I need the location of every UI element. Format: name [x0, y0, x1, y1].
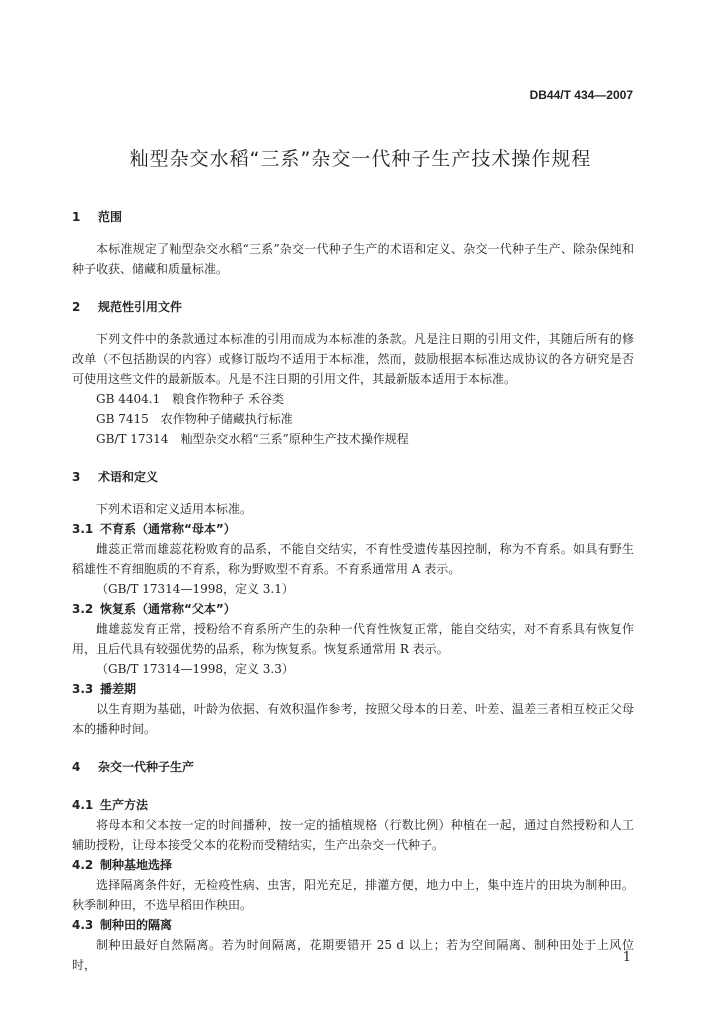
subsection-heading	[72, 519, 634, 539]
citation: （GB/T 17314—1998，定义 3.1）	[96, 582, 294, 596]
subsection-heading	[72, 915, 634, 935]
reference-item: GB/T 17314 籼型杂交水稻“三系”原种生产技术操作规程	[96, 432, 409, 446]
paragraph: 选择隔离条件好，无检疫性病、虫害，阳光充足，排灌方便，地力中上，集中连片的田块为制种田。秋季制种田，不选早稻田作秧田。	[72, 878, 634, 912]
subsection-title: 生产方法	[100, 798, 149, 812]
paragraph: 本标准规定了籼型杂交水稻“三系”杂交一代种子生产的术语和定义、杂交一代种子生产、除杂保纯和种子收获、储藏和质量标准。	[72, 242, 634, 276]
paragraph: 将母本和父本按一定的时间播种，按一定的插植规格（行数比例）种植在一起，通过自然授粉和人工辅助授粉，让母本接受父本的花粉而受精结实，生产出杂交一代种子。	[72, 818, 634, 852]
document-title: 籼型杂交水稻“三系”杂交一代种子生产技术操作规程	[129, 148, 592, 170]
standard-code: DB44/T 434—2007	[529, 88, 633, 102]
subsection-title: 制种基地选择	[100, 858, 173, 872]
subsection-number: 4.1	[72, 798, 94, 812]
section-heading	[72, 207, 634, 227]
subsection-number: 3.3	[72, 682, 94, 696]
section-number: 1	[72, 210, 81, 224]
section-heading	[72, 297, 634, 317]
subsection-heading	[72, 795, 634, 815]
subsection-number: 3.1	[72, 522, 94, 536]
subsection-number: 4.3	[72, 918, 94, 932]
subsection-heading	[72, 855, 634, 875]
reference-item: GB 4404.1 粮食作物种子 禾谷类	[96, 392, 285, 406]
reference-item: GB 7415 农作物种子储藏执行标准	[96, 412, 293, 426]
subsection-title: 不育系（通常称“母本”）	[100, 522, 236, 536]
document-body	[72, 207, 634, 975]
subsection-heading	[72, 599, 634, 619]
citation: （GB/T 17314—1998，定义 3.3）	[96, 662, 294, 676]
subsection-number: 4.2	[72, 858, 94, 872]
paragraph: 雌雄蕊发育正常，授粉给不育系所产生的杂种一代育性恢复正常，能自交结实，对不育系具有恢复作用，且后代具有较强优势的品系，称为恢复系。恢复系通常用 R 表示。	[72, 622, 634, 656]
paragraph: 以生育期为基础，叶龄为依据、有效积温作参考，按照父母本的日差、叶差、温差三者相互校正父母本的播种时间。	[72, 702, 634, 736]
section-number: 4	[72, 760, 81, 774]
paragraph: 下列术语和定义适用本标准。	[96, 502, 253, 516]
subsection-heading	[72, 679, 634, 699]
section-number: 3	[72, 470, 81, 484]
section-heading	[72, 467, 634, 487]
paragraph: 下列文件中的条款通过本标准的引用而成为本标准的条款。凡是注日期的引用文件，其随后所有的修改单（不包括勘误的内容）或修订版均不适用于本标准，然而，鼓励根据本标准达成协议的各方研究是否可使用这些文件的最新版本。凡是不注日期的引用文件，其最新版本适用于本标准。	[72, 332, 634, 386]
subsection-number: 3.2	[72, 602, 94, 616]
section-heading	[72, 757, 634, 777]
subsection-title: 恢复系（通常称“父本”）	[100, 602, 236, 616]
section-title: 范围	[98, 210, 123, 224]
section-title: 术语和定义	[98, 470, 159, 484]
subsection-title: 制种田的隔离	[100, 918, 173, 932]
paragraph: 制种田最好自然隔离。若为时间隔离，花期要错开 25 d 以上；若为空间隔离、制种田处于上风位时，	[72, 938, 634, 972]
section-number: 2	[72, 300, 81, 314]
section-title: 规范性引用文件	[98, 300, 183, 314]
section-title: 杂交一代种子生产	[98, 760, 195, 774]
page-number: 1	[622, 950, 631, 965]
subsection-title: 播差期	[100, 682, 137, 696]
paragraph: 雌蕊正常而雄蕊花粉败育的品系，不能自交结实，不育性受遗传基因控制，称为不育系。如具有野生稻雄性不育细胞质的不育系，称为野败型不育系。不育系通常用 A 表示。	[72, 542, 634, 576]
